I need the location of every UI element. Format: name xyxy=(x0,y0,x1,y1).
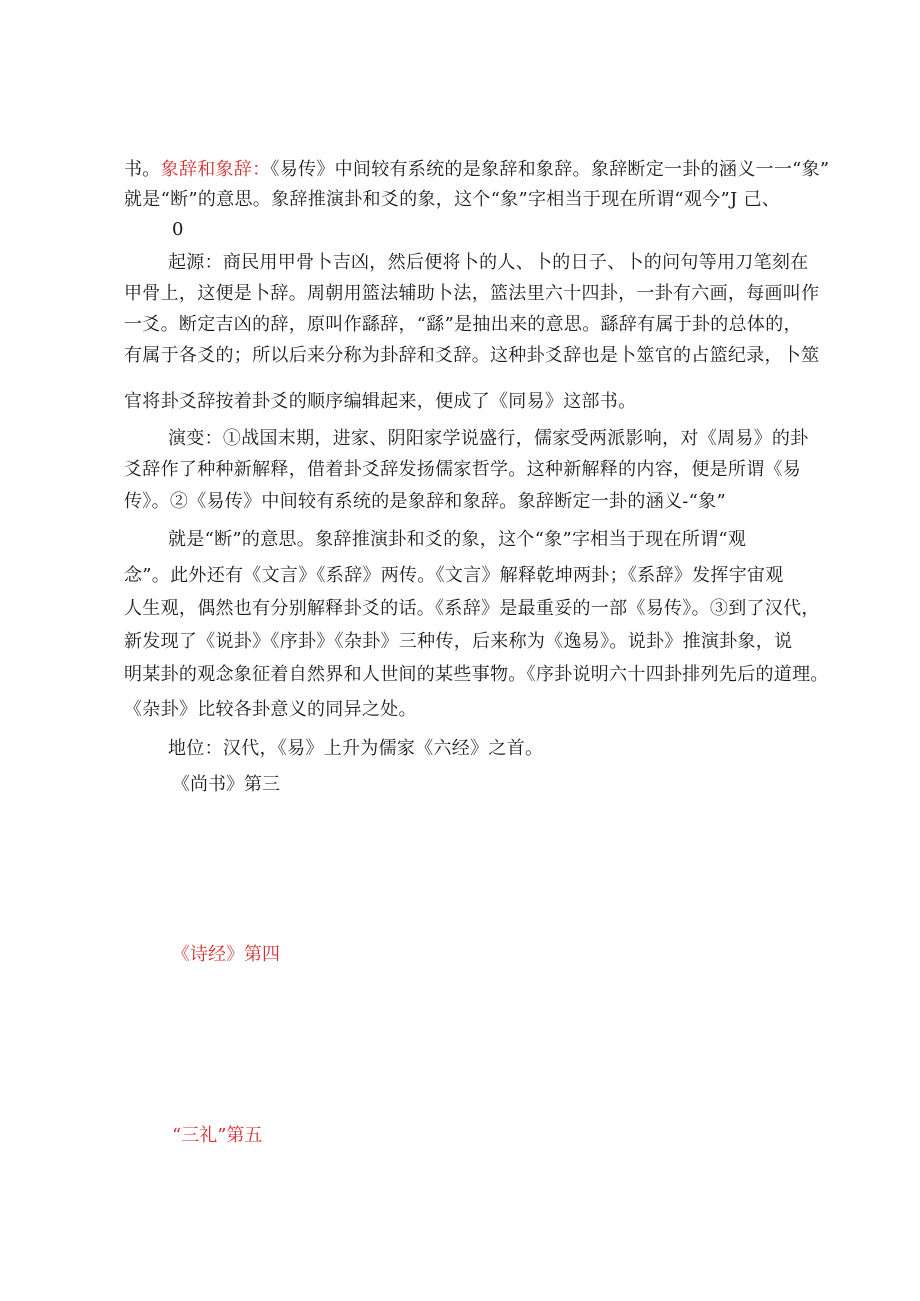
intro-prefix: 书。 xyxy=(124,159,161,180)
evolution2-line: 人生观，偶然也有分别解释卦爻的话。《系辞》是最重妥的一部《易传》。③到了汉代， xyxy=(124,598,820,619)
evolution-line: 演变：①战国末期，进家、阴阳家学说盛行，儒家受两派影响，对《周易》的卦 xyxy=(168,428,809,449)
intro-line-1 xyxy=(124,158,829,182)
intro-line-2: 就是“断”的意思。象辞推演卦和爻的象，这个“象”字相当于现在所谓“观今”J 己、 xyxy=(124,189,781,210)
origin-line: 起源：商民用甲骨卜吉凶，然后便将卜的人、卜的日子、卜的问句等用刀笔刻在 xyxy=(168,252,809,273)
origin-line: 一爻。断定吉凶的辞，原叫作繇辞，“繇”是抽出来的意思。繇辞有属于卦的总体的， xyxy=(124,314,802,335)
evolution2-line: 《杂卦》比较各卦意义的同异之处。 xyxy=(124,699,417,720)
heading-sanli: “三礼”第五 xyxy=(172,1125,263,1146)
evolution-line: 爻辞作了种种新解释，借着卦爻辞发扬儒家哲学。这种新解释的内容，便是所谓《易 xyxy=(124,459,802,480)
status-line: 地位：汉代，《易》上升为儒家《六经》之首。 xyxy=(168,738,544,759)
evolution-line: 传》。②《易传》中间较有系统的是象辞和象辞。象辞断定一卦的涵义-“象” xyxy=(124,491,726,512)
evolution2-line: 新发现了《说卦》《序卦》《杂卦》三种传，后来称为《逸易》。说卦》推演卦象，说 xyxy=(124,631,793,652)
origin-line: 有属于各爻的；所以后来分称为卦辞和爻辞。这种卦爻辞也是卜筮官的占篮纪录，卜筮 xyxy=(124,345,820,366)
evolution2-line: 就是“断”的意思。象辞推演卦和爻的象，这个“象”字相当于现在所谓“观 xyxy=(168,529,747,550)
evolution2-line: 念”。此外还有《文言》《系辞》两传。《文言》解释乾坤两卦；《系辞》发挥宇宙观 xyxy=(124,565,784,586)
heading-shijing: 《诗经》第四 xyxy=(172,944,280,965)
origin-line: 甲骨上，这便是卜辞。周朝用篮法辅助卜法，篮法里六十四卦，一卦有六画，每画叫作 xyxy=(124,283,820,304)
evolution2-line: 明某卦的观念象征着自然界和人世间的某些事物。《序卦说明六十四卦排列先后的道理。 xyxy=(124,664,829,685)
intro-line-3: 0 xyxy=(172,219,184,240)
heading-shangshu: 《尚书》第三 xyxy=(172,774,280,795)
intro-highlight: 象辞和象辞： xyxy=(160,159,271,180)
intro-line1-rest: 《易传》中间较有系统的是象辞和象辞。象辞断定一卦的涵义一一“象” xyxy=(270,159,830,180)
origin-line: 官将卦爻辞按着卦爻的顺序编辑起来，便成了《同易》这部书。 xyxy=(124,391,637,412)
